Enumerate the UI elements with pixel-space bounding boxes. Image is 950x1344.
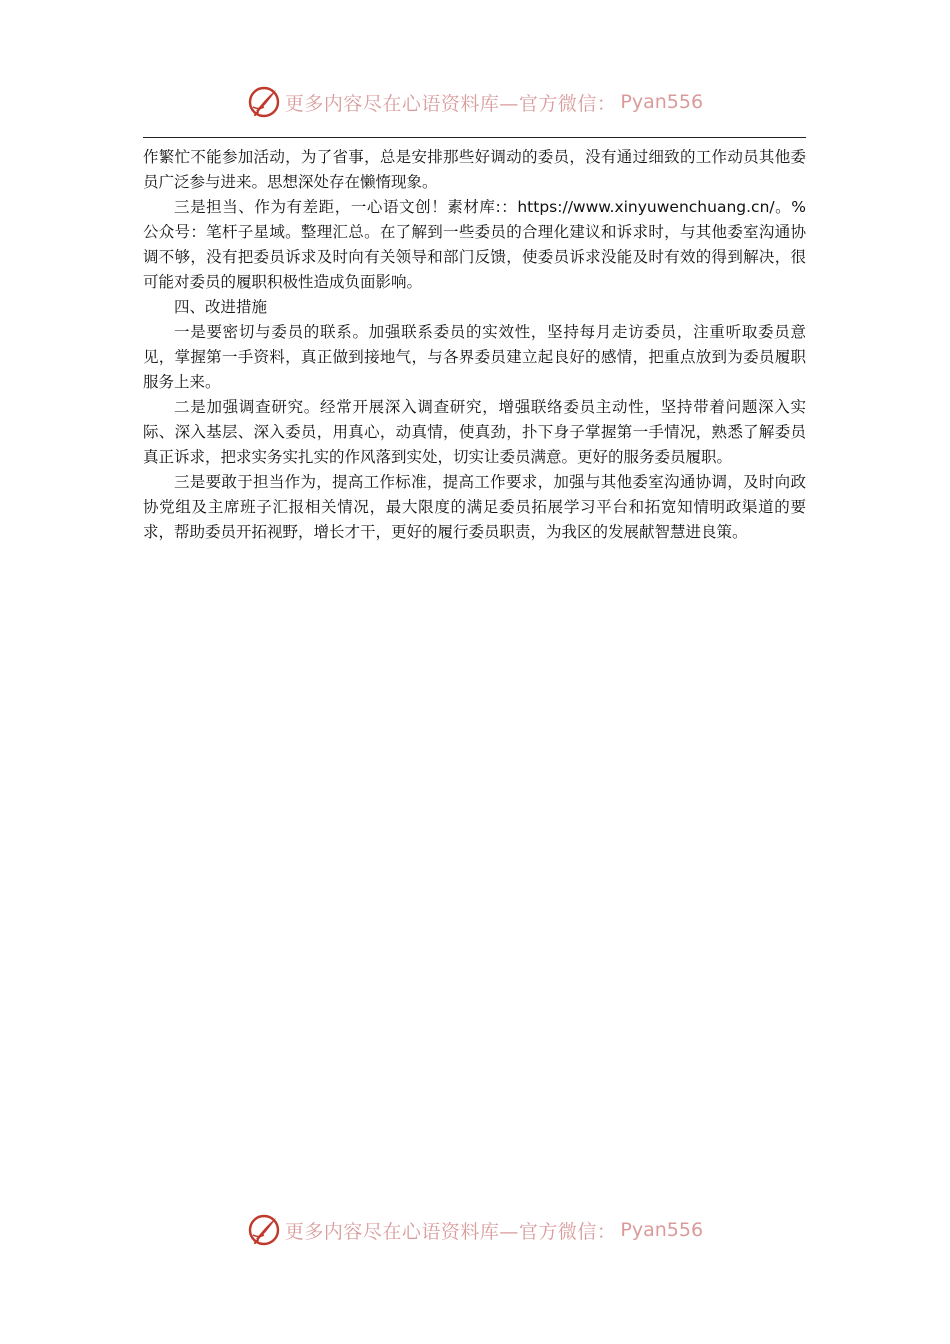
footer-wechat-id: Pyan556 <box>620 1219 704 1241</box>
paragraph-continued: 作繁忙不能参加活动，为了省事，总是安排那些好调动的委员，没有通过细致的工作动员其他委员广泛参与进来。思想深处存在懒惰现象。 <box>143 148 806 191</box>
section-heading-improvements: 四、改进措施 <box>174 298 268 316</box>
quill-pen-logo-icon <box>247 85 281 119</box>
paragraph-measure-2: 二是加强调查研究。经常开展深入调查研究，增强联络委员主动性，坚持带着问题深入实际、深入基层、深入委员，用真心，动真情，使真劲，扑下身子掌握第一手情况，熟悉了解委员真正诉求，把求实务实扎实的作风落到实处，切实让委员满意。更好的服务委员履职。 <box>143 398 806 466</box>
header-divider <box>143 137 806 138</box>
footer-banner <box>0 1210 950 1250</box>
header-banner <box>0 82 950 122</box>
paragraph-measure-3: 三是要敢于担当作为，提高工作标准，提高工作要求，加强与其他委室沟通协调，及时向政协党组及主席班子汇报相关情况，最大限度的满足委员拓展学习平台和拓宽知情明政渠道的要求，帮助委员开拓视野，增长才干，更好的履行委员职责，为我区的发展献智慧进良策。 <box>143 473 806 541</box>
header-banner-text: 更多内容尽在心语资料库—官方微信： <box>284 92 617 115</box>
quill-pen-logo-icon <box>247 1213 281 1247</box>
footer-banner-text: 更多内容尽在心语资料库—官方微信： <box>284 1220 617 1243</box>
header-wechat-id: Pyan556 <box>620 91 704 113</box>
paragraph-third-issue: 三是担当、作为有差距，一心语文创！素材库:：https://www.xinyuwenchuang.cn/。%公众号：笔杆子星域。整理汇总。在了解到一些委员的合理化建议和诉求时，与其他委室沟通协调不够，没有把委员诉求及时向有关领导和部门反馈，使委员诉求没能及时有效的得到解决，很可能对委员的履职积极性造成负面影响。 <box>143 198 806 291</box>
paragraph-measure-1: 一是要密切与委员的联系。加强联系委员的实效性，坚持每月走访委员，注重听取委员意见，掌握第一手资料，真正做到接地气，与各界委员建立起良好的感情，把重点放到为委员履职服务上来。 <box>143 323 806 391</box>
document-body <box>143 145 806 545</box>
